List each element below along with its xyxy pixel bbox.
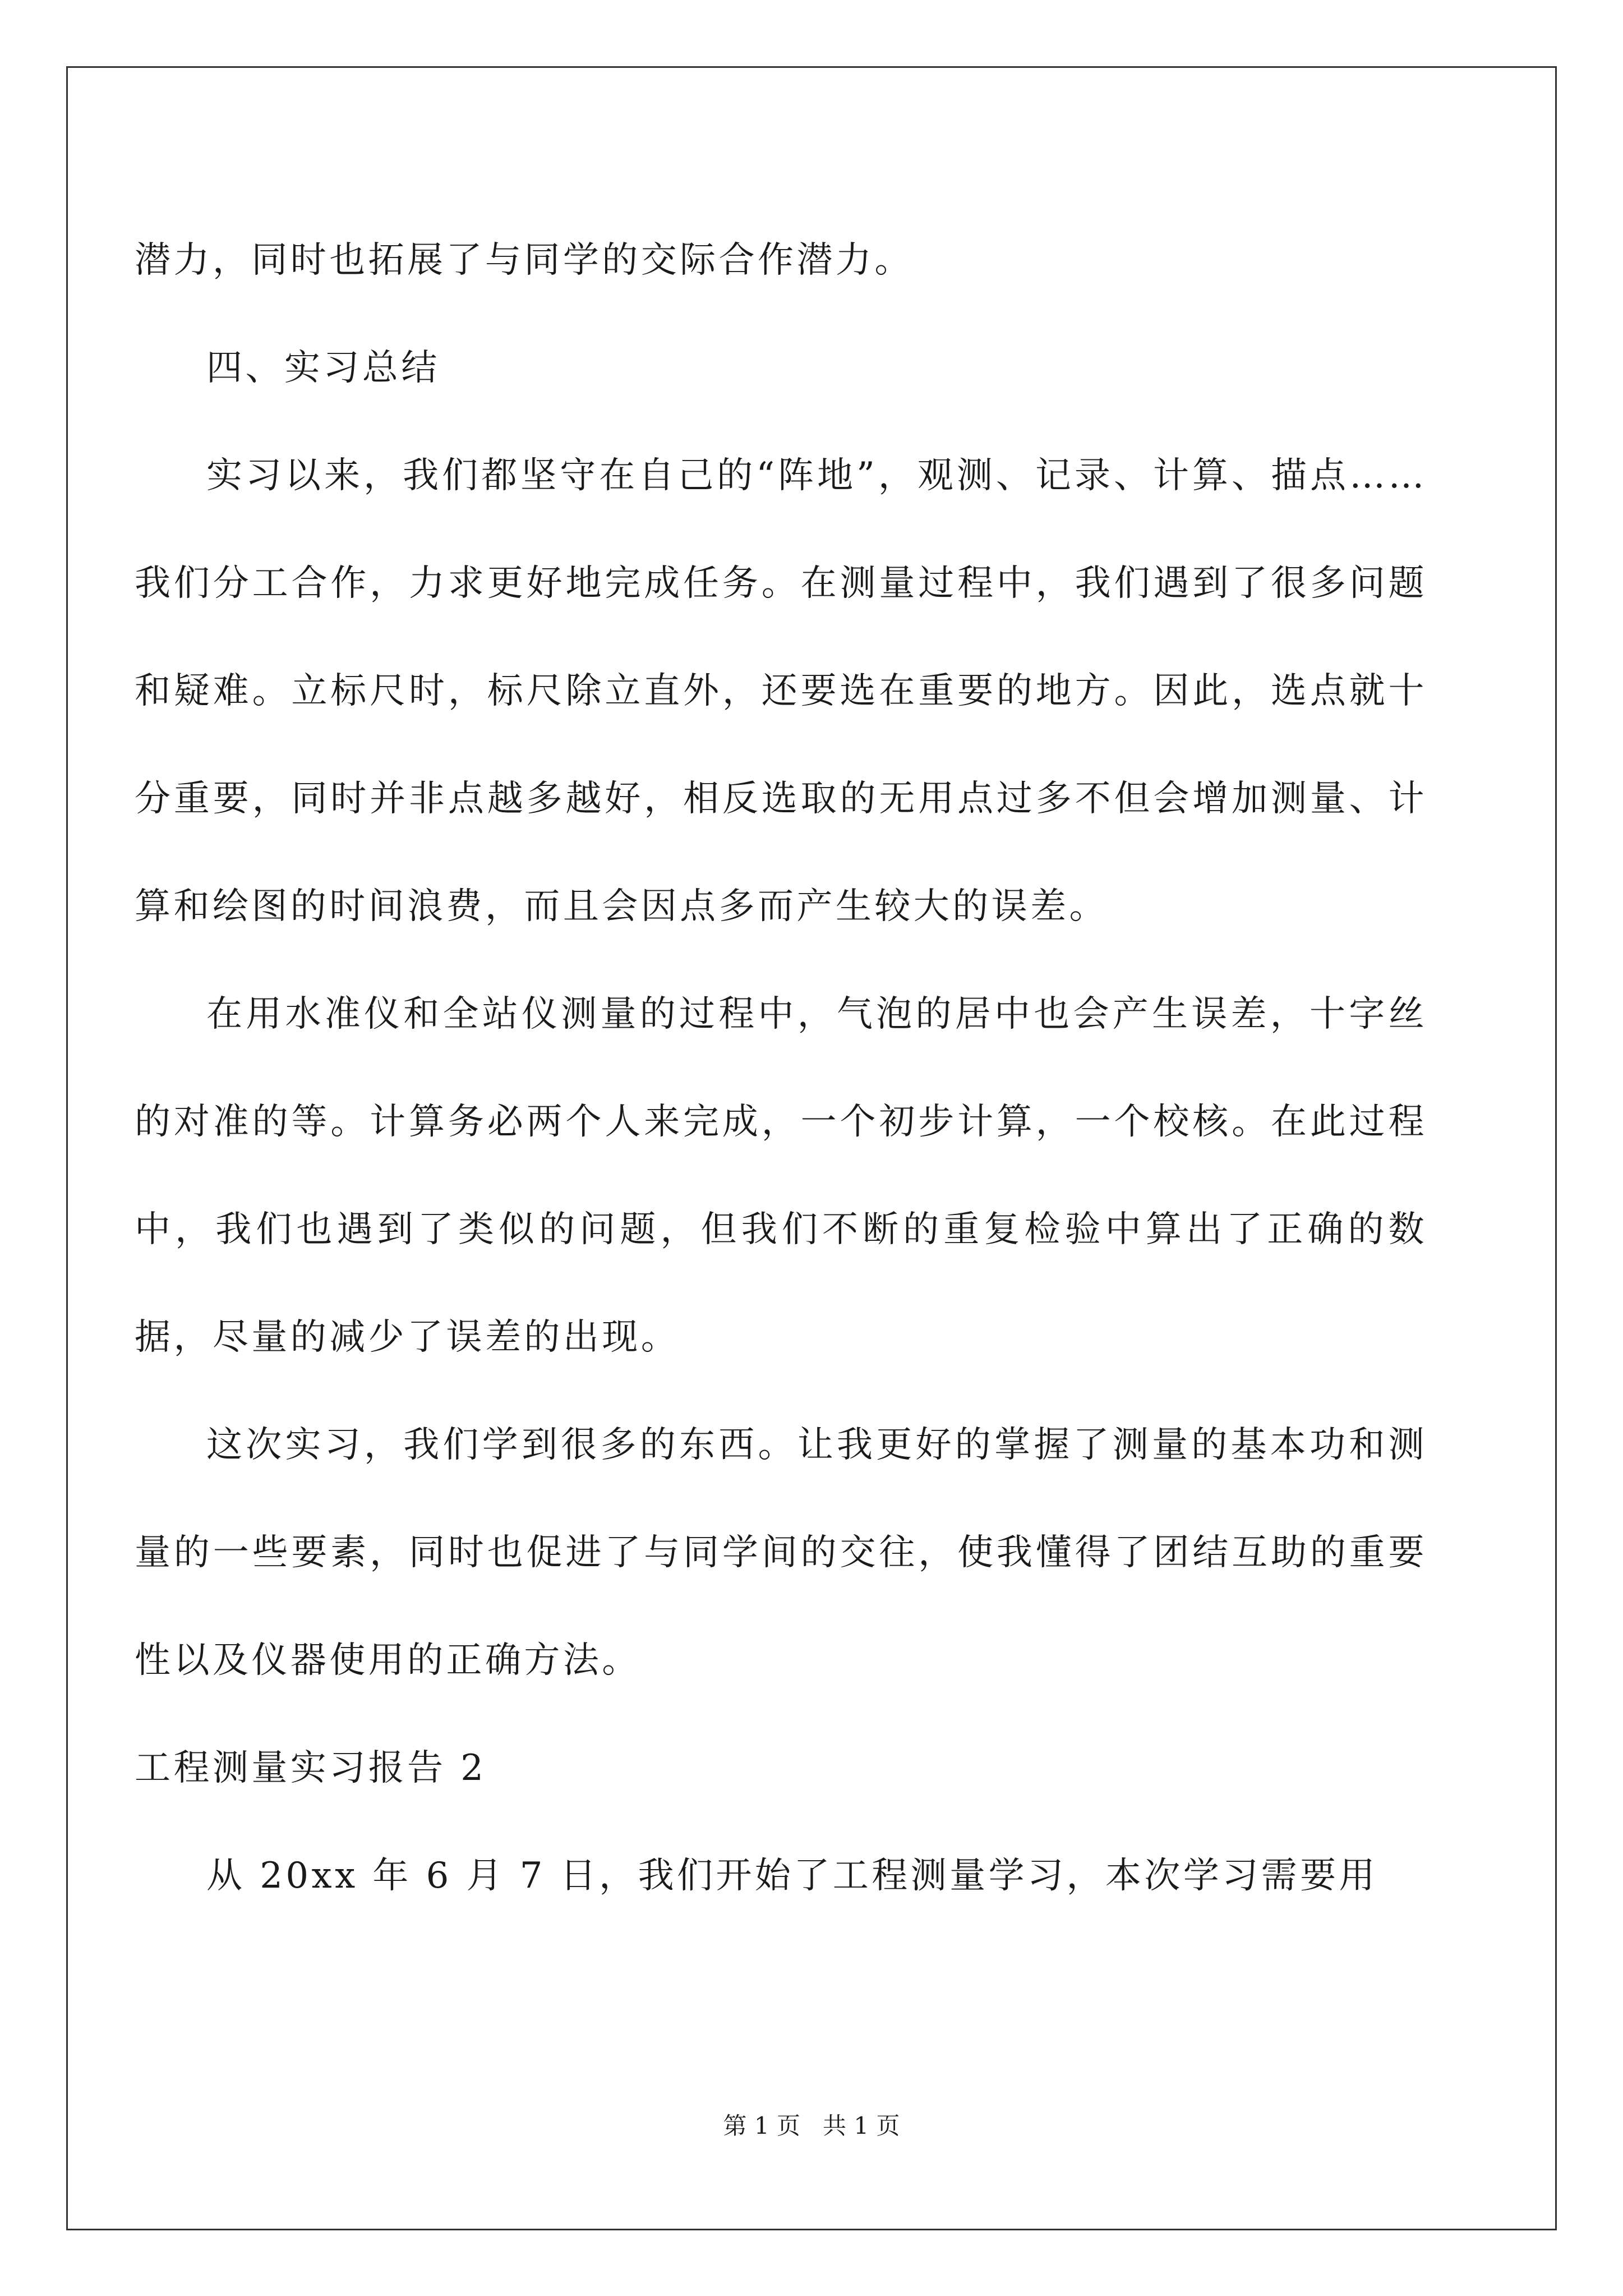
section-heading-summary: 四、实习总结 — [206, 347, 440, 389]
paragraph: 实习以来，我们都坚守在自己的“阵地”，观测、记录、计算、描点……我们分工合作，力求更好地完成任务。在测量过程中，我们遇到了很多问题和疑难。立标尺时，标尺除立直外，还要选在重要的地方。因此，选点就十分重要，同时并非点越多越好，相反选取的无用点过多不但会增加测量、计算和绘图的时间浪费，而且会因点多而产生较大的误差。 — [135, 455, 1427, 927]
paragraph: 在用水准仪和全站仪测量的过程中，气泡的居中也会产生误差，十字丝的对准的等。计算务必两个人来完成，一个初步计算，一个校核。在此过程中，我们也遇到了类似的问题，但我们不断的重复检验中算出了正确的数据，尽量的减少了误差的出现。 — [135, 993, 1427, 1358]
paragraph-continuation: 潜力，同时也拓展了与同学的交际合作潜力。 — [135, 240, 914, 281]
page-footer: 第 1 页 共 1 页 — [723, 2112, 900, 2139]
paragraph: 这次实习，我们学到很多的东西。让我更好的掌握了测量的基本功和测量的一些要素，同时也促进了与同学间的交往，使我懂得了团结互助的重要性以及仪器使用的正确方法。 — [135, 1424, 1427, 1681]
document-body — [135, 206, 1427, 1930]
report-title: 工程测量实习报告 2 — [135, 1747, 487, 1789]
paragraph: 从 20xx 年 6 月 7 日，我们开始了工程测量学习，本次学习需要用 — [206, 1855, 1378, 1897]
